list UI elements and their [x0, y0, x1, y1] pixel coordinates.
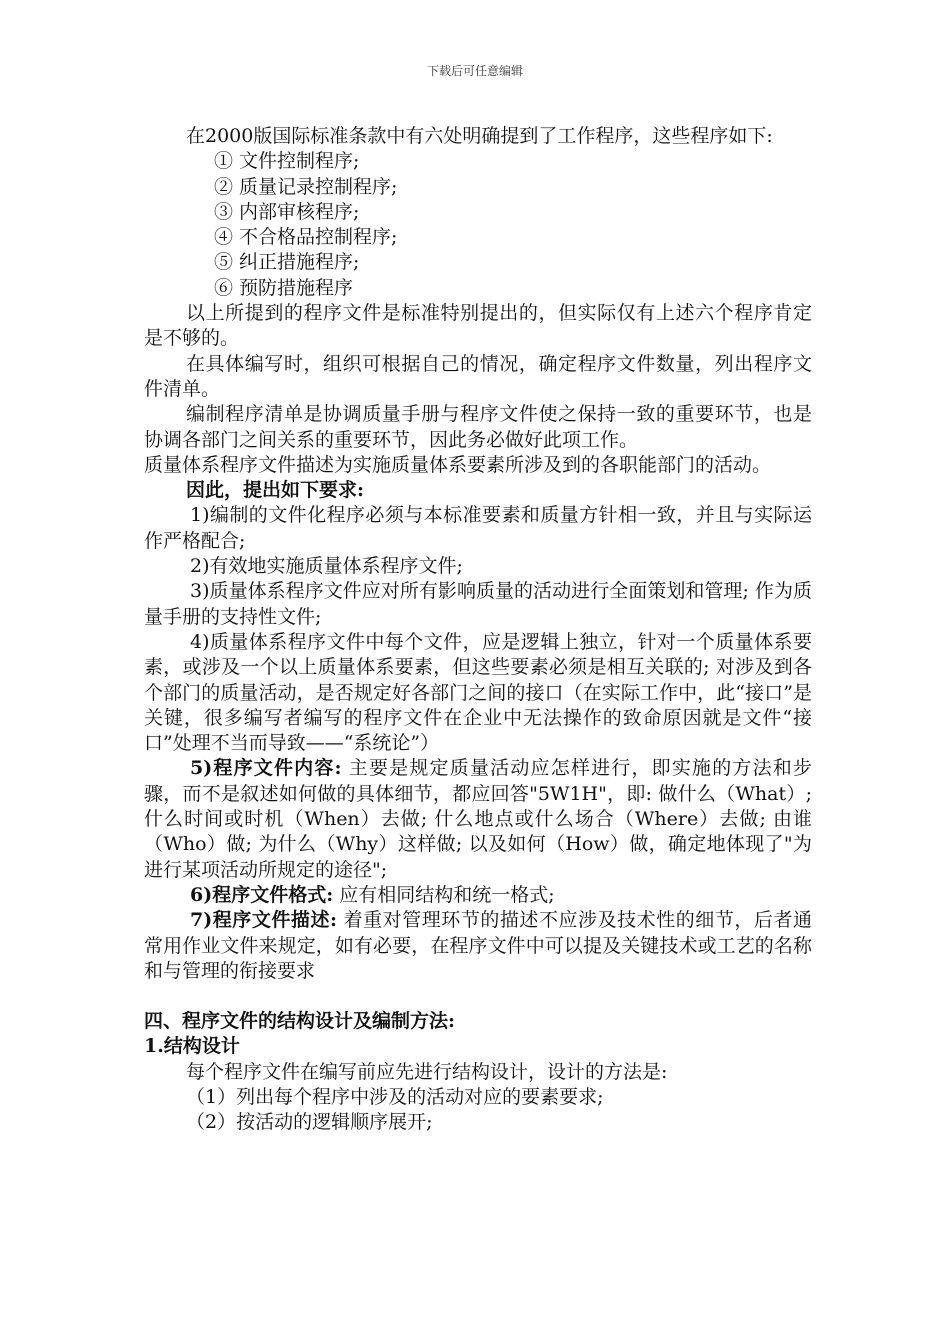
list-item: （1）列出每个程序中涉及的活动对应的要素要求;	[186, 1085, 604, 1108]
paragraph: 在具体编写时，组织可根据自己的情况，确定程序文件数量，列出程序文件清单。	[144, 352, 812, 400]
procedure-item: ⑥ 预防措施程序	[214, 276, 354, 299]
procedure-item: ② 质量记录控制程序;	[214, 175, 398, 198]
procedure-item: ④ 不合格品控制程序;	[214, 226, 398, 249]
document-body	[144, 124, 812, 1136]
section-heading: 四、程序文件的结构设计及编制方法:	[144, 1010, 456, 1033]
requirement-text: 着重对管理环节的描述不应涉及技术性的细节，后者通常用作业文件来规定，如有必要，在程序文件中可以提及关键技术或工艺的名称和与管理的衔接要求	[144, 909, 812, 982]
procedure-item: ① 文件控制程序;	[214, 150, 360, 173]
spacer	[144, 984, 812, 1009]
requirement-text: 主要是规定质量活动应怎样进行，即实施的方法和步骤，而不是叙述如何做的具体细节，都应回答"5W1H"，即: 做什么（What）; 什么时间或时机（When）去做; 什么地点或什么场合（Where）去做; 由谁（Who）做; 为什么（Why）这样做; 以及如何（How）做，确定地体现了"为进行某项活动所规定的途径";	[144, 757, 812, 881]
requirement-text: 应有相同结构和统一格式;	[333, 883, 555, 906]
paragraph: 编制程序清单是协调质量手册与程序文件使之保持一致的重要环节，也是协调各部门之间关系的重要环节，因此务必做好此项工作。	[144, 403, 812, 451]
requirement-label: 6)程序文件格式:	[190, 883, 334, 906]
paragraph: 每个程序文件在编写前应先进行结构设计，设计的方法是:	[186, 1060, 668, 1083]
intro-paragraph: 在2000版国际标准条款中有六处明确提到了工作程序，这些程序如下:	[186, 125, 773, 147]
requirement-item: 3)质量体系程序文件应对所有影响质量的活动进行全面策划和管理; 作为质量手册的支持性文件;	[144, 580, 812, 628]
requirement-item: 2)有效地实施质量体系程序文件;	[190, 555, 463, 578]
procedure-item: ⑤ 纠正措施程序;	[214, 251, 360, 274]
list-item: （2）按活动的逻辑顺序展开;	[186, 1111, 433, 1134]
requirement-item: 4)质量体系程序文件中每个文件，应是逻辑上独立，针对一个质量体系要素，或涉及一个以上质量体系要素，但这些要素必须是相互关联的; 对涉及到各个部门的质量活动，是否规定好各部门之间的接口（在实际工作中，此“接口”是关键，很多编写者编写的程序文件在企业中无法操作的致命原因就是文件“接口”处理不当而导致——“系统论”）	[144, 630, 812, 755]
requirement-item	[144, 756, 812, 882]
requirement-label: 7)程序文件描述:	[190, 909, 337, 932]
subsection-heading: 1.结构设计	[144, 1035, 240, 1058]
requirement-label: 5)程序文件内容:	[190, 757, 342, 780]
procedure-item: ③ 内部审核程序;	[214, 200, 360, 223]
paragraph: 以上所提到的程序文件是标准特别提出的，但实际仅有上述六个程序肯定是不够的。	[144, 302, 812, 350]
requirement-item: 1)编制的文件化程序必须与本标准要素和质量方针相一致，并且与实际运作严格配合;	[144, 504, 812, 552]
page-header: 下载后可任意编辑	[426, 64, 523, 78]
paragraph: 质量体系程序文件描述为实施质量体系要素所涉及到的各职能部门的活动。	[144, 453, 772, 476]
requirements-title: 因此，提出如下要求:	[186, 479, 365, 502]
requirement-item	[144, 883, 812, 908]
requirement-item	[144, 908, 812, 984]
